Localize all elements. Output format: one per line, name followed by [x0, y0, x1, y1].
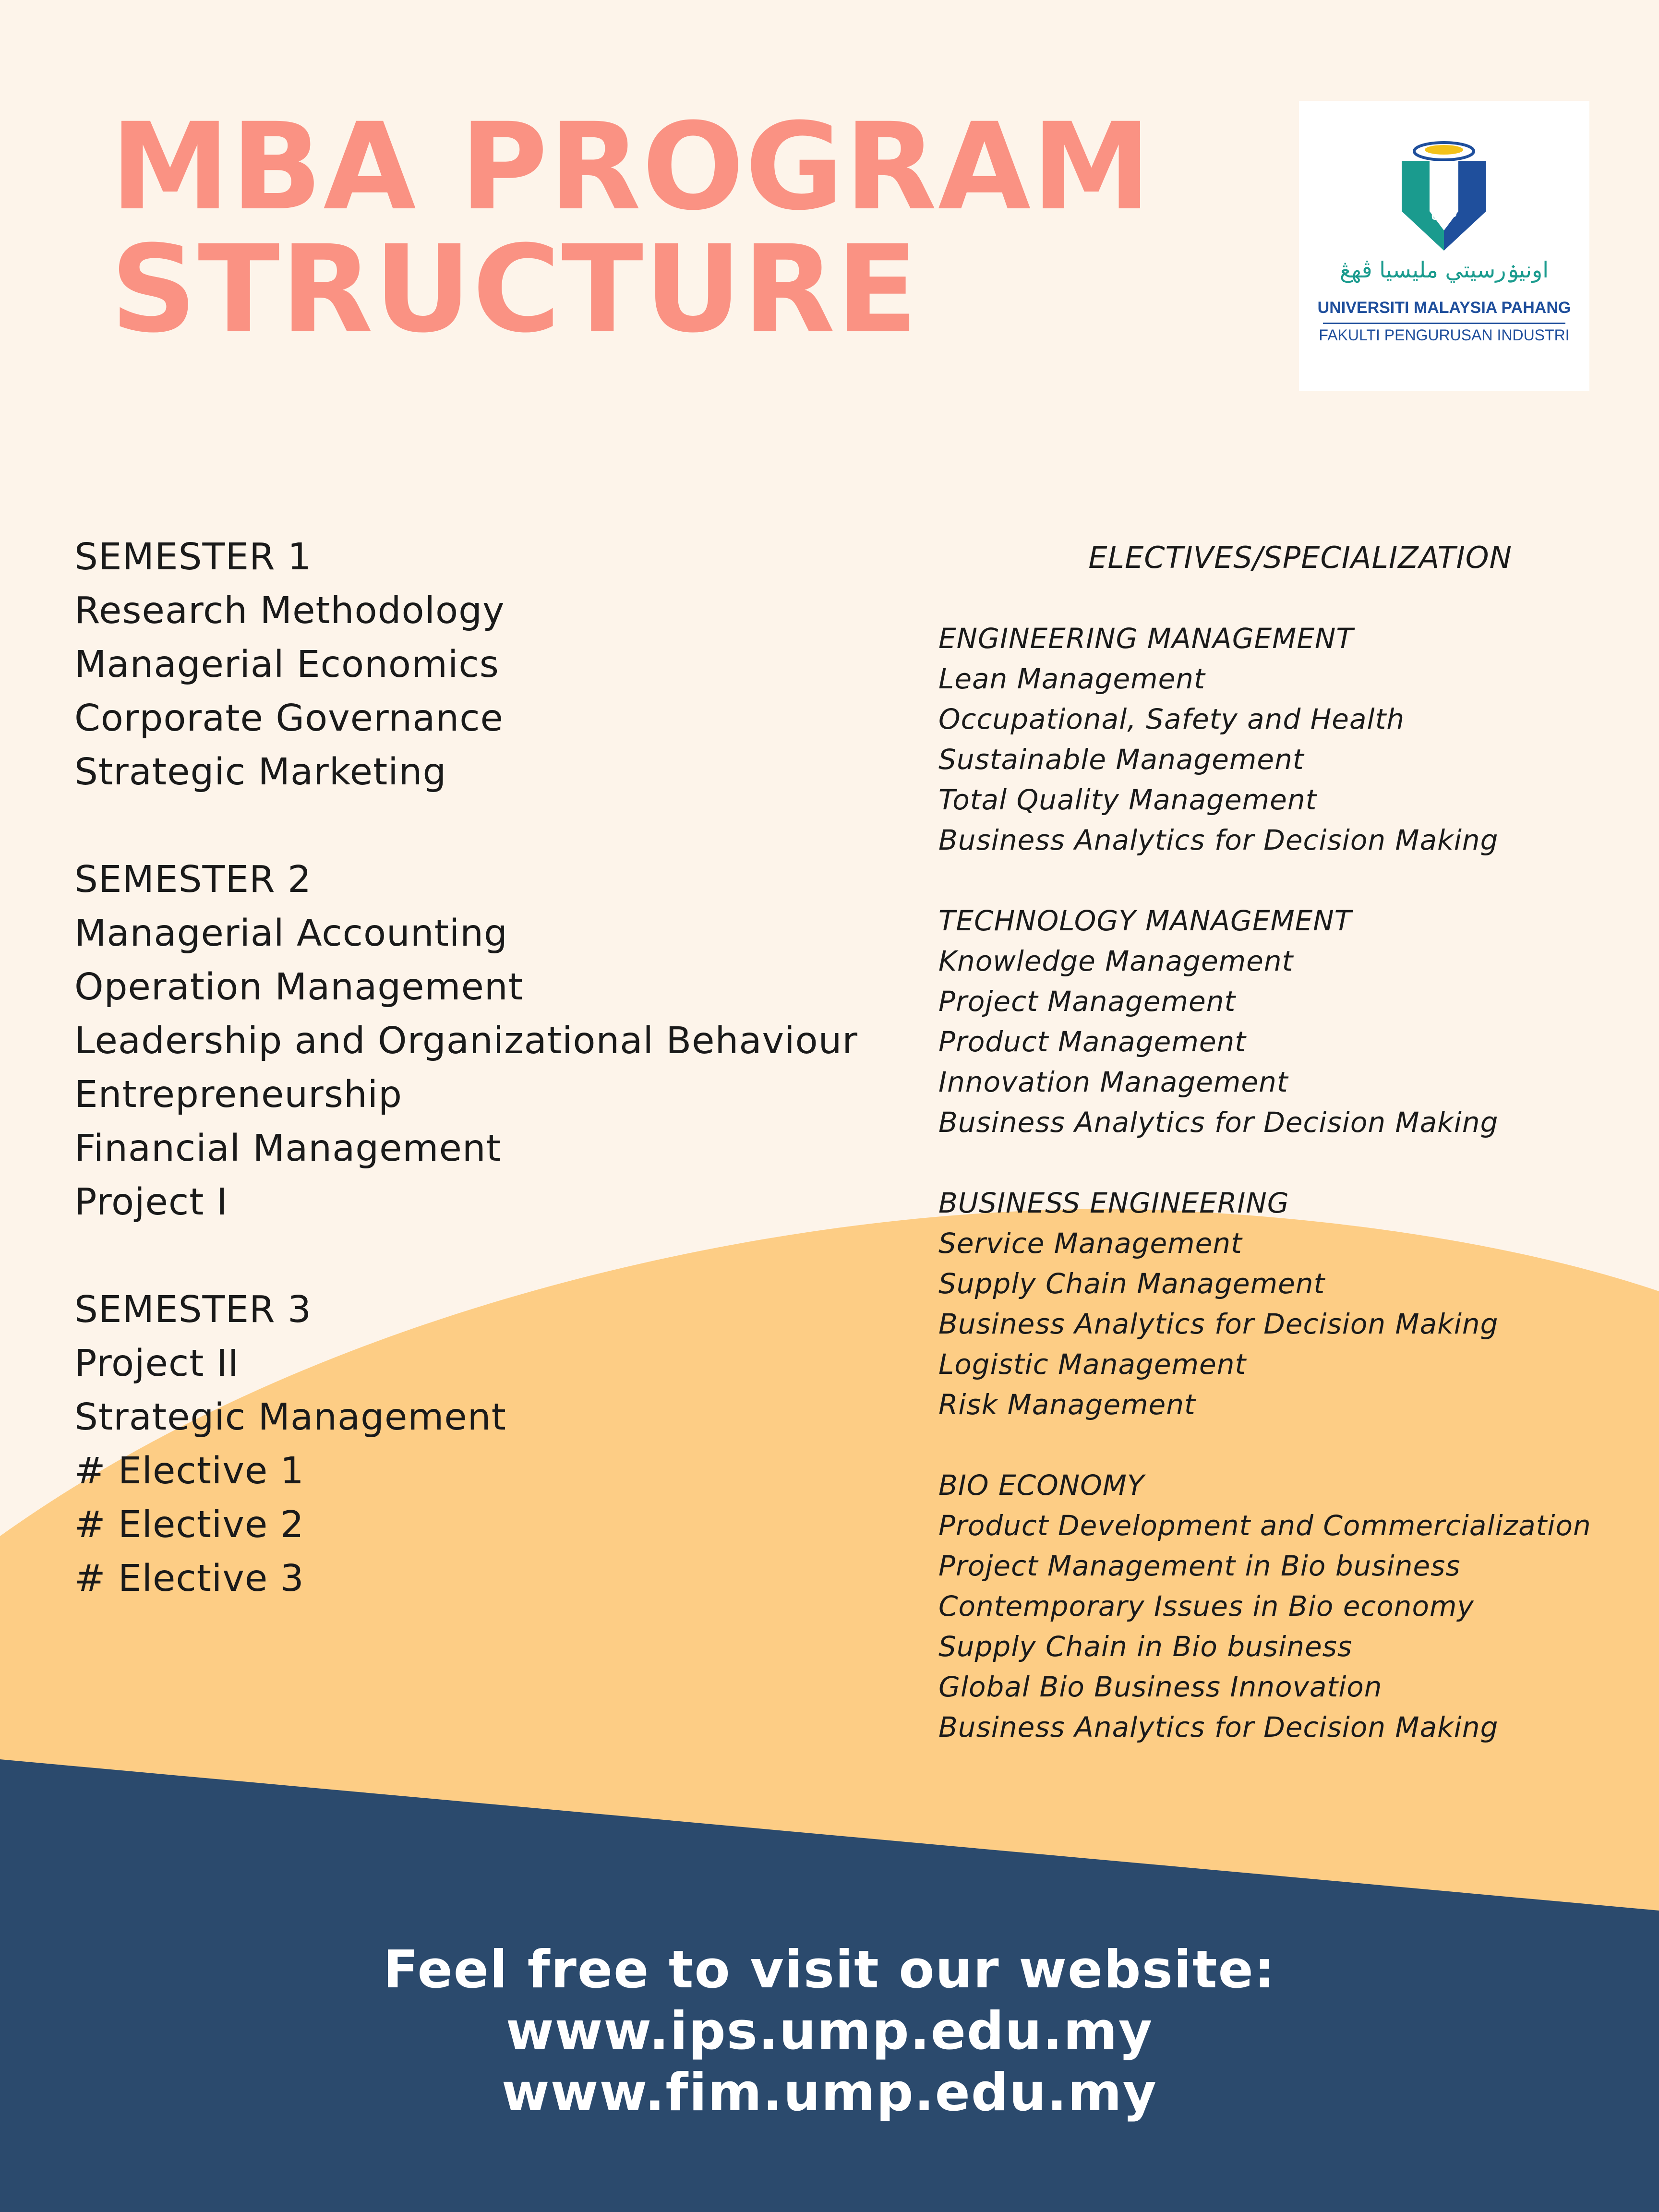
elective-course: Business Analytics for Decision Making — [938, 1711, 1499, 1743]
elective-course: Contemporary Issues in Bio economy — [938, 1590, 1474, 1623]
semester-heading: SEMESTER 2 — [74, 858, 312, 901]
website-link-fim[interactable]: www.fim.ump.edu.my — [501, 2063, 1158, 2123]
elective-course: Product Development and Commercialization — [938, 1509, 1591, 1542]
semester-heading: SEMESTER 1 — [74, 536, 312, 578]
specialization-name: BIO ECONOMY — [938, 1469, 1145, 1502]
specialization-name: TECHNOLOGY MANAGEMENT — [938, 904, 1352, 937]
specialization-engineering-management — [938, 618, 1620, 860]
course-item: Project II — [74, 1342, 240, 1385]
elective-course: Product Management — [938, 1025, 1247, 1058]
elective-course: Innovation Management — [938, 1066, 1288, 1098]
elective-course: Service Management — [938, 1227, 1242, 1260]
title-line-2: STRUCTURE — [110, 219, 919, 359]
elective-course: Sustainable Management — [938, 743, 1304, 776]
elective-course: Project Management — [938, 985, 1236, 1018]
electives-list — [938, 538, 1620, 1747]
course-item: Project I — [74, 1181, 228, 1224]
elective-course: Occupational, Safety and Health — [938, 703, 1405, 735]
elective-slot: # Elective 2 — [74, 1503, 304, 1546]
elective-course: Business Analytics for Decision Making — [938, 1106, 1499, 1139]
logo-faculty-name: FAKULTI PENGURUSAN INDUSTRI — [1319, 326, 1570, 344]
electives-heading: ELECTIVES/SPECIALIZATION — [1088, 540, 1512, 575]
specialization-bio-economy — [938, 1465, 1620, 1747]
specialization-business-engineering — [938, 1183, 1620, 1425]
elective-course: Total Quality Management — [938, 783, 1317, 816]
course-item: Research Methodology — [74, 589, 505, 632]
elective-course: Business Analytics for Decision Making — [938, 824, 1499, 856]
elective-slot: # Elective 1 — [74, 1450, 304, 1492]
course-item: Leadership and Organizational Behaviour — [74, 1020, 858, 1062]
logo-university-name: UNIVERSITI MALAYSIA PAHANG — [1317, 299, 1571, 317]
specialization-name: BUSINESS ENGINEERING — [938, 1187, 1289, 1219]
course-item: Strategic Marketing — [74, 751, 447, 793]
emblem-text: UMP — [1431, 210, 1457, 223]
ump-shield-icon — [1396, 139, 1492, 252]
elective-slot: # Elective 3 — [74, 1557, 304, 1600]
elective-course: Knowledge Management — [938, 945, 1294, 977]
logo-divider — [1323, 323, 1565, 324]
course-item: Managerial Economics — [74, 643, 499, 686]
semester-2-block — [74, 853, 914, 1229]
course-item: Strategic Management — [74, 1396, 506, 1439]
elective-course: Global Bio Business Innovation — [938, 1671, 1382, 1703]
semester-heading: SEMESTER 3 — [74, 1288, 312, 1331]
website-link-ips[interactable]: www.ips.ump.edu.my — [505, 2001, 1154, 2061]
elective-course: Risk Management — [938, 1388, 1196, 1421]
course-item: Managerial Accounting — [74, 912, 508, 955]
course-item: Corporate Governance — [74, 697, 504, 740]
footer-contact — [0, 1939, 1659, 2124]
footer-invite-text: Feel free to visit our website: — [383, 1940, 1276, 2000]
elective-course: Supply Chain Management — [938, 1267, 1325, 1300]
elective-course: Project Management in Bio business — [938, 1550, 1461, 1582]
elective-course: Supply Chain in Bio business — [938, 1630, 1353, 1663]
page-title — [110, 97, 1153, 359]
specialization-name: ENGINEERING MANAGEMENT — [938, 622, 1354, 655]
course-item: Entrepreneurship — [74, 1073, 403, 1116]
semester-1-block — [74, 530, 914, 799]
logo-arabic-name: اونيۏرسيتي مليسيا ڤهڠ — [1339, 257, 1549, 283]
semester-3-block — [74, 1283, 914, 1606]
specialization-technology-management — [938, 901, 1620, 1142]
elective-course: Logistic Management — [938, 1348, 1247, 1381]
elective-course: Business Analytics for Decision Making — [938, 1308, 1499, 1340]
course-item: Financial Management — [74, 1127, 501, 1170]
university-logo — [1299, 101, 1589, 391]
elective-course: Lean Management — [938, 662, 1205, 695]
semester-list — [74, 530, 914, 1606]
course-item: Operation Management — [74, 966, 523, 1009]
title-line-1: MBA PROGRAM — [110, 97, 1153, 237]
